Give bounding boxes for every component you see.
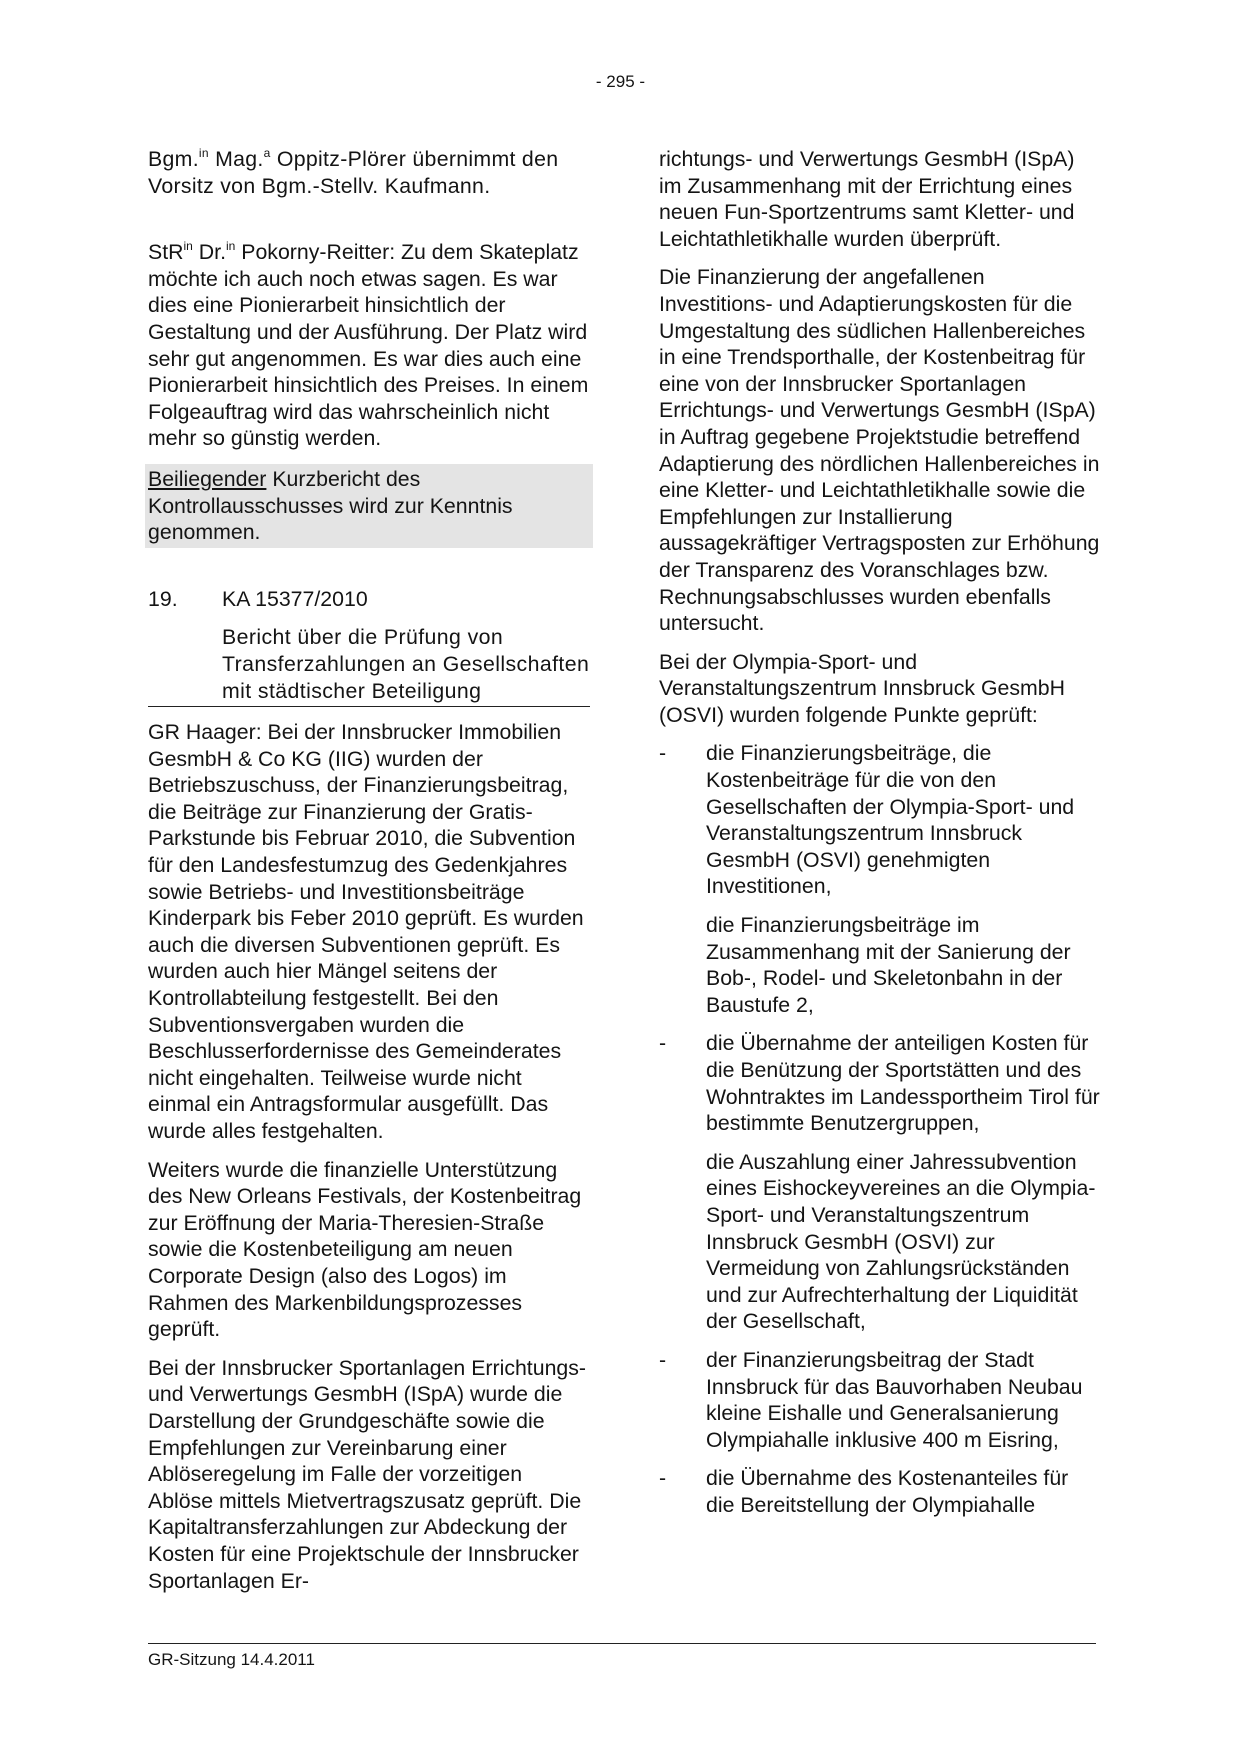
list-item-text: der Finanzierungsbeitrag der Stadt Innsbruck für das Bauvorhaben Neubau kleine Eishalle und Generalsanierung Olympiahalle inklusive 400 m Eisring,: [706, 1347, 1083, 1452]
paragraph: richtungs- und Verwertungs GesmbH (ISpA) im Zusammenhang mit der Errichtung eines neuen Fun-Sportzentrums samt Kletter- und Leichtathletikhalle wurden überprüft.: [659, 147, 1075, 251]
footer-divider: [148, 1643, 1096, 1644]
agenda-item-ref: KA 15377/2010: [222, 586, 368, 611]
speech-paragraph-haager: GR Haager: Bei der Innsbrucker Immobilien GesmbH & Co KG (IIG) wurden der Betriebszuschuss, der Finanzierungsbeitrag, die Beiträge zur Finanzierung der Gratis-Parkstunde bis Februar 2010, die Subvention für den Landesfestumzug des Gedenkjahres sowie Betriebs- und Investitionsbeiträge Kinderpark bis Feber 2010 geprüft. Es wurden auch die diversen Subventionen geprüft. Es wurden auch hier Mängel seitens der Kontrollabteilung festgestellt. Bei den Subventionsvergaben wurden die Beschlusserfordernisse des Gemeinderates nicht eingehalten. Teilweise wurde nicht einmal ein Antragsformular ausgefüllt. Das wurde alles festgehalten.: [148, 720, 584, 1143]
speech-paragraph-pokorny: StR$^{in}$ Dr.$^{in}$ Pokorny-Reitter: Zu dem Skateplatz möchte ich auch noch etwas sagen. Es war dies eine Pionierarbeit hinsichtlich der Gestaltung und der Ausführung. Der Platz wird sehr gut angenommen. Es war dies auch eine Pionierarbeit hinsichtlich des Preises. In einem Folgeauftrag wird das wahrscheinlich nicht mehr so günstig werden.: [148, 239, 589, 451]
paragraph: Bei der Innsbrucker Sportanlagen Errichtungs- und Verwertungs GesmbH (ISpA) wurde die Darstellung der Grundgeschäfte sowie die Empfehlungen zur Vereinbarung einer Ablöseregelung im Falle der vorzeitigen Ablöse mittels Mietvertragszusatz geprüft. Die Kapitaltransferzahlungen zur Abdeckung der Kosten für eine Projektschule der Innsbrucker Sportanlagen Er-: [148, 1355, 587, 1593]
list-item: [659, 1347, 1101, 1453]
right-column: [659, 146, 1101, 1531]
list-item: [659, 1465, 1101, 1518]
bullet-dash: -: [659, 741, 667, 766]
resolution-box: Beiliegender Kurzbericht des Kontrollausschusses wird zur Kenntnis genommen.: [145, 464, 593, 548]
paragraph: Bei der Olympia-Sport- und Veranstaltungszentrum Innsbruck GesmbH (OSVI) wurden folgende Punkte geprüft:: [659, 649, 1066, 727]
left-column: [148, 146, 590, 1594]
list-item-continuation: die Finanzierungsbeiträge im Zusammenhang mit der Sanierung der Bob-, Rodel- und Skeletonbahn in der Baustufe 2,: [706, 913, 1071, 1017]
bullet-dash: -: [659, 1347, 667, 1372]
bullet-dash: -: [659, 1466, 667, 1491]
paragraph: Weiters wurde die finanzielle Unterstützung des New Orleans Festivals, der Kostenbeitrag zur Eröffnung der Maria-Theresien-Straße sowie die Kostenbeteiligung am neuen Corporate Design (also des Logos) im Rahmen des Markenbildungsprozesses geprüft.: [148, 1157, 582, 1342]
chair-change-paragraph: Bgm.$^{in}$ Mag.$^a$ Oppitz-Plörer übernimmt den Vorsitz von Bgm.-Stellv. Kaufmann.: [148, 146, 559, 198]
divider: [148, 706, 590, 707]
footer-text: GR-Sitzung 14.4.2011: [148, 1650, 315, 1669]
bullet-dash: -: [659, 1031, 667, 1056]
list-item-text: die Übernahme des Kostenanteiles für die Bereitstellung der Olympiahalle: [706, 1466, 1069, 1517]
list-item-text: die Finanzierungsbeiträge, die Kostenbeiträge für die von den Gesellschaften der Olympia-Sport- und Veranstaltungszentrum Innsbruck GesmbH (OSVI) genehmigten Investitionen,: [706, 741, 1075, 899]
list-item: [659, 740, 1101, 900]
page-number: - 295 -: [595, 72, 646, 91]
agenda-item-title: Bericht über die Prüfung von Transferzahlungen an Gesellschaften mit städtischer Beteiligung: [222, 625, 590, 703]
list-item-continuation: die Auszahlung einer Jahressubvention eines Eishockeyvereines an die Olympia-Sport- und Veranstaltungszentrum Innsbruck GesmbH (OSVI) zur Vermeidung von Zahlungsrückständen und zur Aufrechterhaltung der Liquidität der Gesellschaft,: [706, 1149, 1096, 1334]
agenda-item-number: 19.: [148, 586, 178, 611]
agenda-item-header: [148, 586, 590, 613]
list-item: [659, 1030, 1101, 1136]
list-item-text: die Übernahme der anteiligen Kosten für die Benützung der Sportstätten und des Wohntraktes im Landessportheim Tirol für bestimmte Benutzergruppen,: [706, 1031, 1100, 1136]
paragraph: Die Finanzierung der angefallenen Investitions- und Adaptierungskosten für die Umgestaltung des südlichen Hallenbereiches in eine Trendsporthalle, der Kostenbeitrag für eine von der Innsbrucker Sportanlagen Errichtungs- und Verwertungs GesmbH (ISpA) in Auftrag gegebene Projektstudie betreffend Adaptierung des nördlichen Hallenbereiches in eine Kletter- und Leichtathletikhalle sowie die Empfehlungen zur Installierung aussagekräftiger Vertragsposten zur Erhöhung der Transparenz des Voranschlages bzw. Rechnungsabschlusses wurden ebenfalls untersucht.: [659, 265, 1100, 636]
